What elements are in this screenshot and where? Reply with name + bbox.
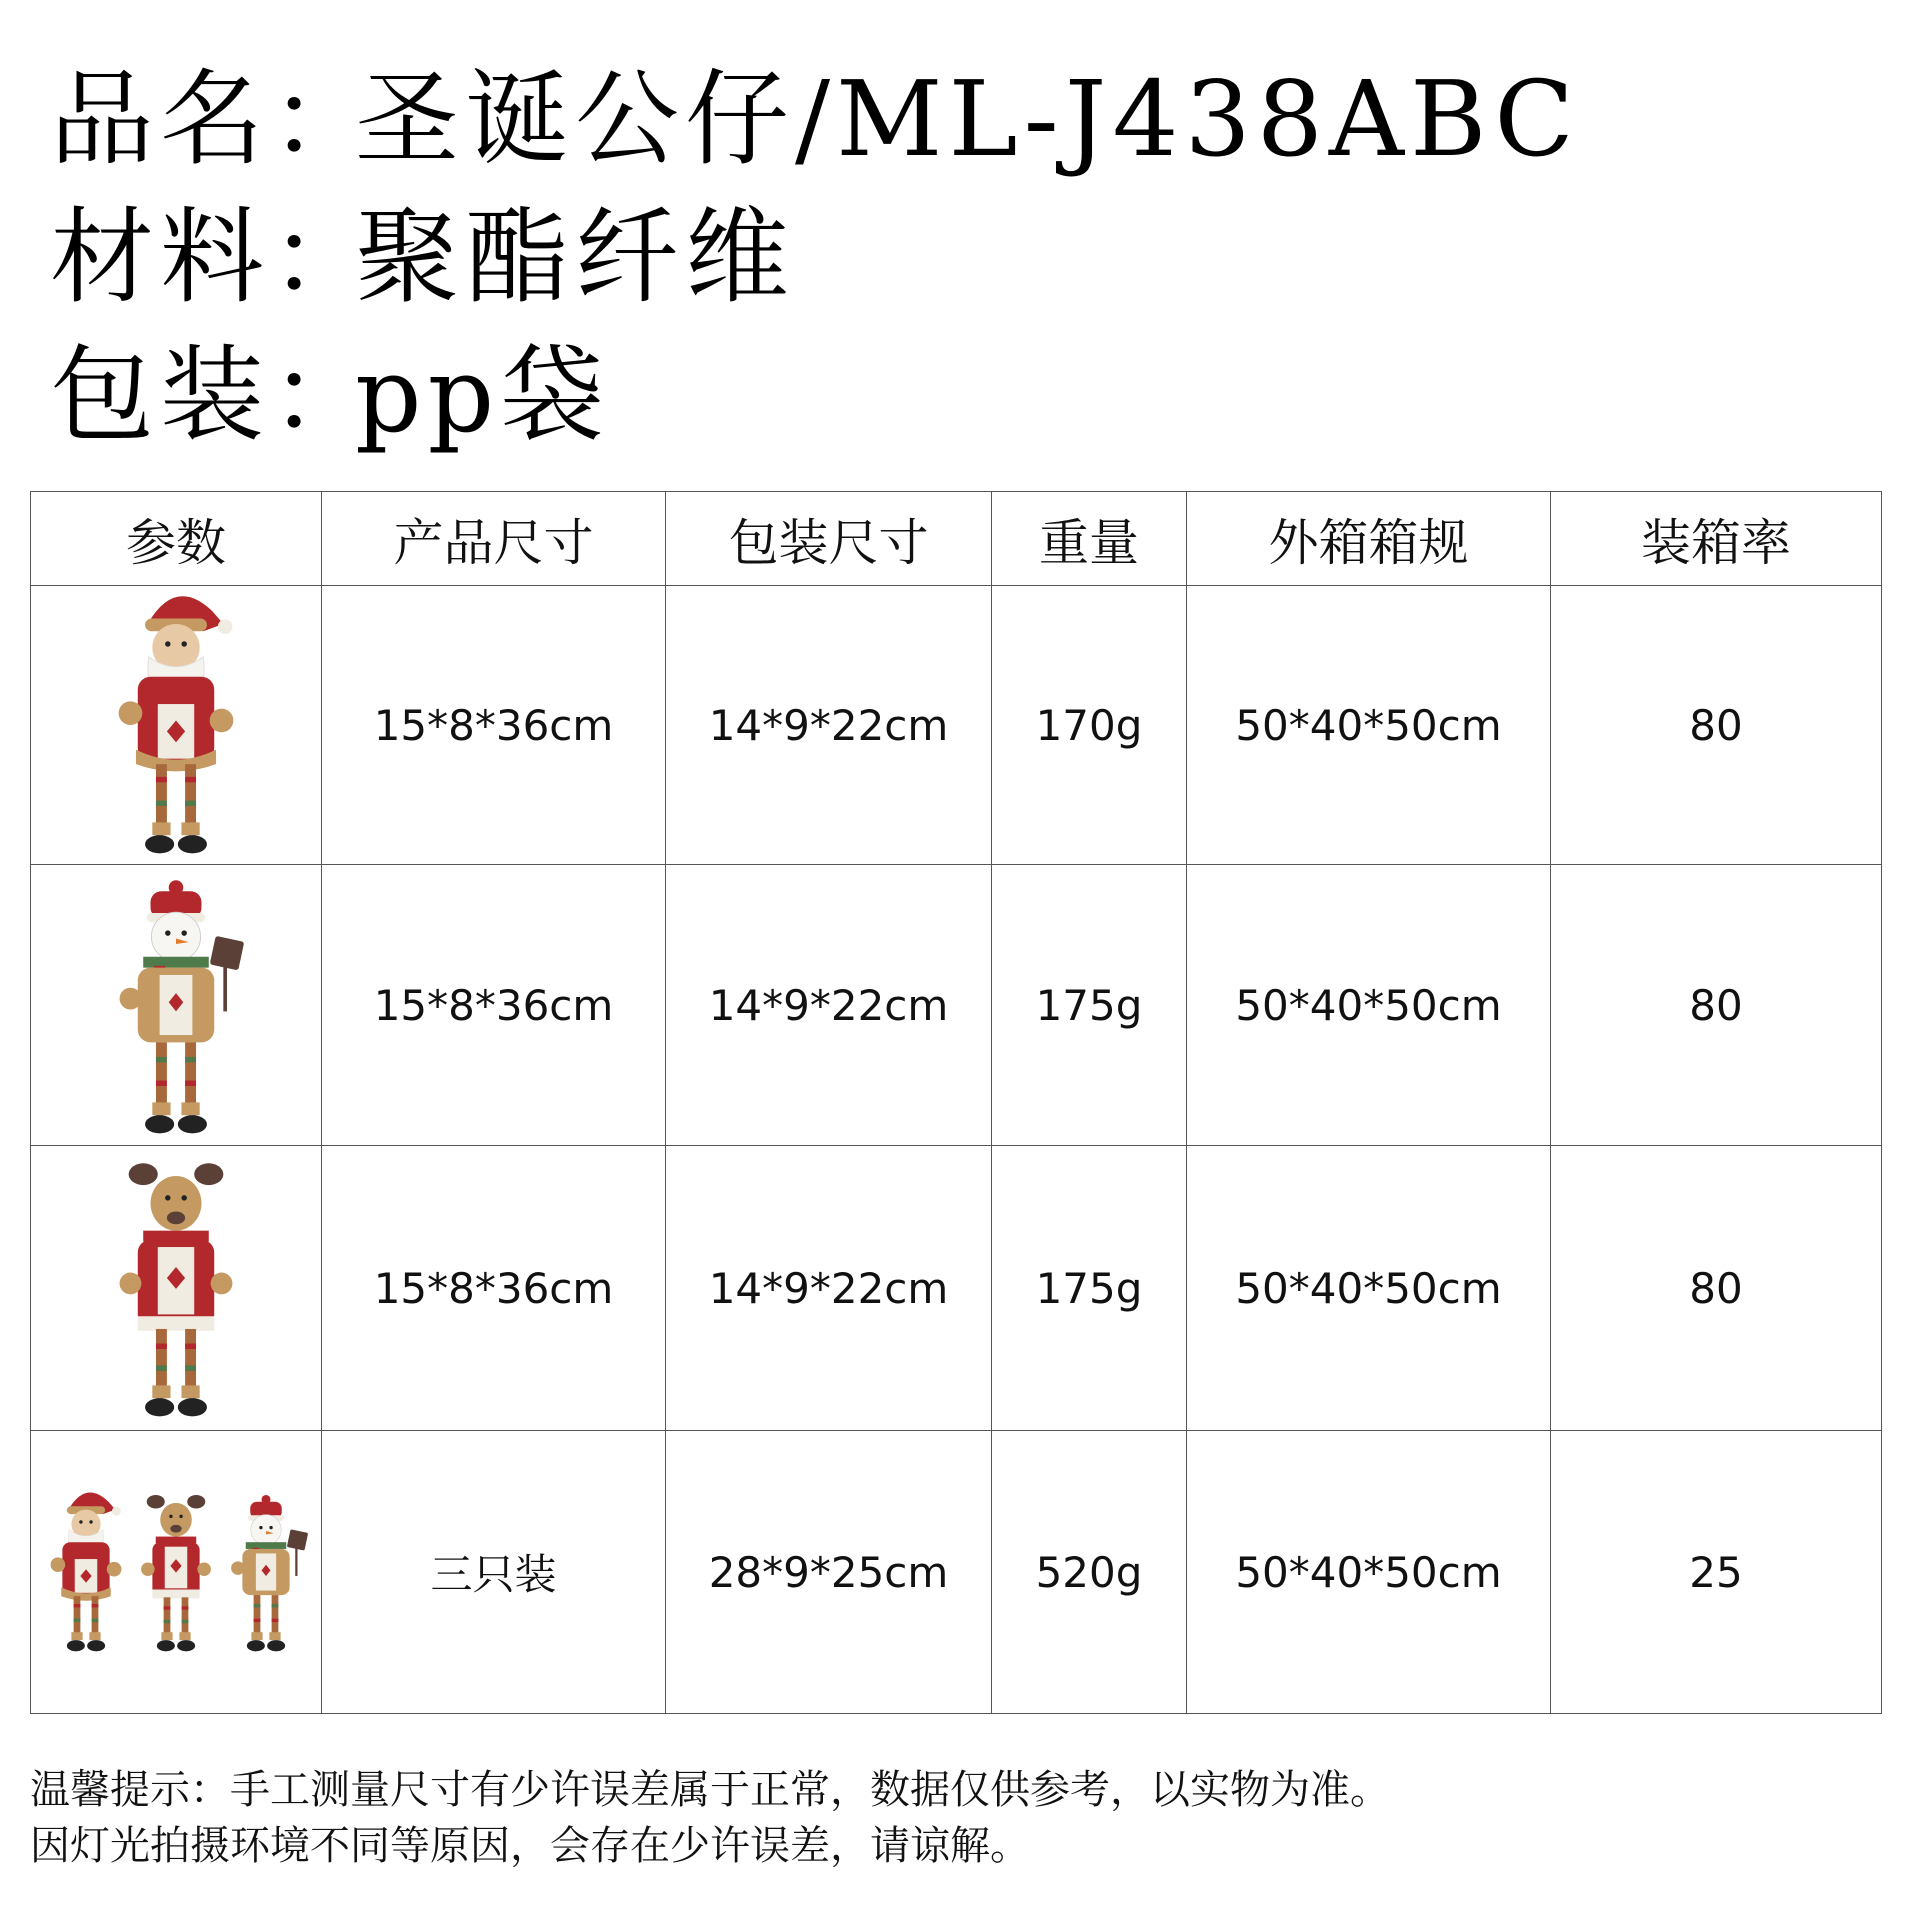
santa-doll-image	[101, 593, 251, 857]
table-row	[31, 1431, 1882, 1714]
carton-size-cell: 50*40*50cm	[1187, 1146, 1551, 1431]
product-size-cell: 15*8*36cm	[322, 865, 666, 1146]
header-weight: 重量	[992, 492, 1187, 586]
material-line	[50, 188, 1580, 326]
table-row	[31, 865, 1882, 1146]
weight-cell: 175g	[992, 865, 1187, 1146]
product-name-label: 品名：	[50, 58, 381, 180]
quantity-cell: 25	[1551, 1431, 1882, 1714]
product-name-value: 圣诞公仔/ML-J438ABC	[355, 58, 1580, 180]
table-row	[31, 1146, 1882, 1431]
product-image-cell	[31, 1146, 322, 1431]
header-quantity: 装箱率	[1551, 492, 1882, 586]
header-package-size: 包装尺寸	[666, 492, 992, 586]
table-header-row	[31, 492, 1882, 586]
note-line-1: 温馨提示：手工测量尺寸有少许误差属于正常，数据仅供参考，以实物为准。	[30, 1767, 1390, 1813]
carton-size-cell: 50*40*50cm	[1187, 586, 1551, 865]
carton-size-cell: 50*40*50cm	[1187, 1431, 1551, 1714]
weight-cell: 520g	[992, 1431, 1187, 1714]
product-name-line	[50, 50, 1580, 188]
product-image-cell	[31, 1431, 322, 1714]
three-dolls-set-image	[41, 1467, 311, 1677]
snowman-doll-image	[101, 873, 251, 1137]
header-carton-size: 外箱箱规	[1187, 492, 1551, 586]
product-size-cell: 三只装	[322, 1431, 666, 1714]
reindeer-doll-image	[101, 1156, 251, 1420]
product-image-cell	[31, 865, 322, 1146]
product-info-header	[50, 50, 1580, 464]
packaging-label: 包装：	[50, 334, 381, 456]
product-size-cell: 15*8*36cm	[322, 586, 666, 865]
package-size-cell: 14*9*22cm	[666, 586, 992, 865]
packaging-value: pp袋	[355, 334, 611, 456]
weight-cell: 175g	[992, 1146, 1187, 1431]
material-value: 聚酯纤维	[355, 196, 796, 318]
material-label: 材料：	[50, 196, 381, 318]
warm-tips-note	[30, 1762, 1390, 1874]
spec-table	[30, 491, 1882, 1714]
package-size-cell: 14*9*22cm	[666, 1146, 992, 1431]
package-size-cell: 28*9*25cm	[666, 1431, 992, 1714]
product-size-cell: 15*8*36cm	[322, 1146, 666, 1431]
header-params: 参数	[31, 492, 322, 586]
table-row	[31, 586, 1882, 865]
note-line-2: 因灯光拍摄环境不同等原因，会存在少许误差，请谅解。	[30, 1823, 1030, 1869]
header-product-size: 产品尺寸	[322, 492, 666, 586]
weight-cell: 170g	[992, 586, 1187, 865]
package-size-cell: 14*9*22cm	[666, 865, 992, 1146]
quantity-cell: 80	[1551, 865, 1882, 1146]
packaging-line	[50, 326, 1580, 464]
product-image-cell	[31, 586, 322, 865]
quantity-cell: 80	[1551, 1146, 1882, 1431]
carton-size-cell: 50*40*50cm	[1187, 865, 1551, 1146]
quantity-cell: 80	[1551, 586, 1882, 865]
